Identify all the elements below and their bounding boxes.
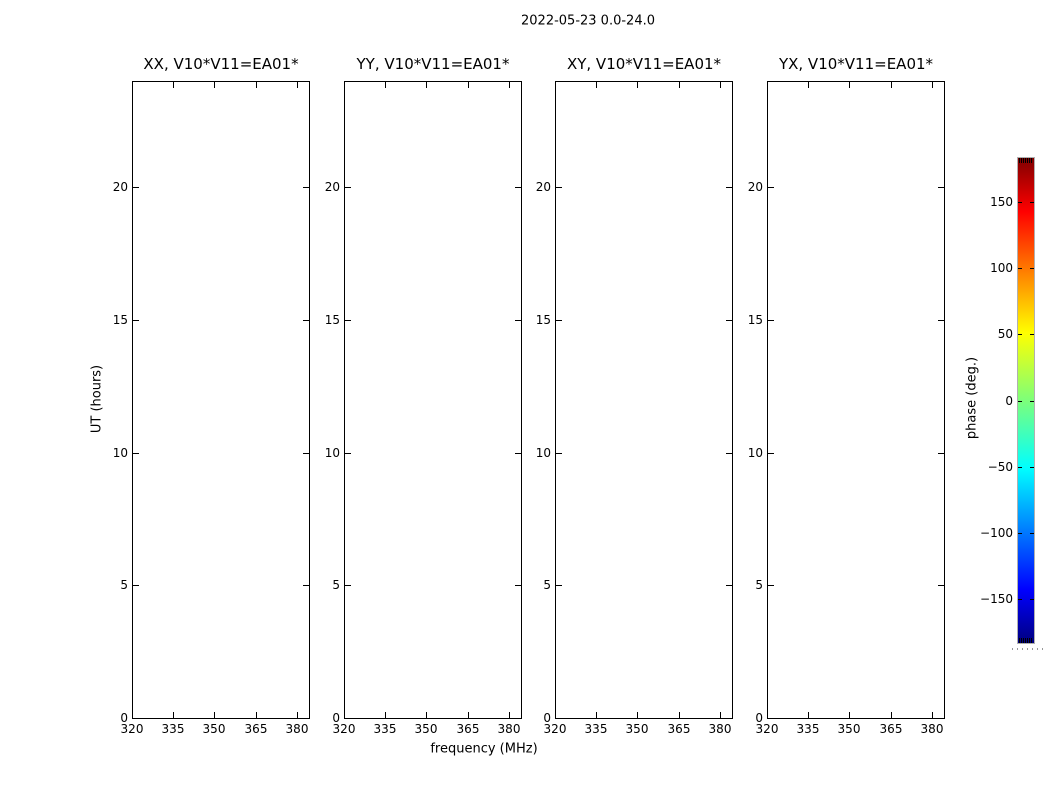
x-tick-label: 365 xyxy=(244,722,268,736)
x-tick xyxy=(426,712,427,718)
colorbar-minor-tick xyxy=(1029,638,1030,643)
x-tick-label: 335 xyxy=(796,722,820,736)
y-tick xyxy=(768,320,774,321)
colorbar-minor-tick xyxy=(1031,158,1032,163)
y-tick-label: 0 xyxy=(755,711,763,725)
colorbar-tick xyxy=(1030,467,1034,468)
x-tick xyxy=(932,712,933,718)
y-tick xyxy=(556,585,562,586)
x-tick xyxy=(214,82,215,88)
x-tick-label: 380 xyxy=(920,722,944,736)
colorbar-minor-tick xyxy=(1021,158,1022,163)
x-tick-label: 335 xyxy=(584,722,608,736)
x-tick-label: 365 xyxy=(456,722,480,736)
colorbar-tick xyxy=(1030,401,1034,402)
y-tick xyxy=(345,585,351,586)
y-tick xyxy=(133,187,139,188)
x-tick xyxy=(891,82,892,88)
x-tick xyxy=(385,712,386,718)
x-tick-label: 350 xyxy=(625,722,649,736)
colorbar-tick xyxy=(1018,599,1022,600)
x-tick xyxy=(214,712,215,718)
colorbar-tick xyxy=(1018,202,1022,203)
colorbar-minor-tick xyxy=(1027,158,1028,163)
x-tick xyxy=(132,712,133,718)
y-tick-label: 15 xyxy=(112,313,128,327)
colorbar-label: phase (deg.) xyxy=(964,356,980,440)
y-tick xyxy=(938,585,944,586)
colorbar-minor-tick xyxy=(1025,158,1026,163)
y-tick-label: 0 xyxy=(120,711,128,725)
y-tick-label: 0 xyxy=(543,711,551,725)
x-tick-label: 380 xyxy=(497,722,521,736)
x-tick-label: 350 xyxy=(837,722,861,736)
x-tick-label: 380 xyxy=(708,722,732,736)
y-tick xyxy=(133,320,139,321)
x-tick xyxy=(637,82,638,88)
x-tick xyxy=(509,82,510,88)
colorbar-tick-label: 100 xyxy=(990,261,1013,275)
y-tick xyxy=(938,320,944,321)
x-tick xyxy=(173,712,174,718)
x-tick xyxy=(256,712,257,718)
colorbar-tick-label: −150 xyxy=(980,592,1013,606)
x-tick xyxy=(555,82,556,88)
x-axis-label: frequency (MHz) xyxy=(430,741,538,757)
x-tick-label: 320 xyxy=(120,722,144,736)
y-tick xyxy=(938,453,944,454)
y-tick xyxy=(556,320,562,321)
x-tick xyxy=(468,712,469,718)
x-tick xyxy=(385,82,386,88)
x-tick-label: 365 xyxy=(879,722,903,736)
subplot-yx xyxy=(747,0,945,800)
y-tick xyxy=(345,320,351,321)
y-tick xyxy=(938,187,944,188)
y-tick xyxy=(768,453,774,454)
colorbar-minor-tick xyxy=(1023,158,1024,163)
colorbar-tick xyxy=(1030,533,1034,534)
x-tick xyxy=(344,82,345,88)
colorbar-minor-tick xyxy=(1023,638,1024,643)
colorbar-tick xyxy=(1030,599,1034,600)
x-tick-label: 380 xyxy=(285,722,309,736)
y-tick-label: 5 xyxy=(332,578,340,592)
y-tick xyxy=(556,453,562,454)
colorbar-tick xyxy=(1018,401,1022,402)
colorbar-tick-label: 50 xyxy=(997,327,1013,341)
plot-frame xyxy=(555,81,733,719)
y-tick-label: 5 xyxy=(755,578,763,592)
y-tick xyxy=(768,585,774,586)
colorbar-tick-label: 150 xyxy=(990,195,1013,209)
colorbar-tick xyxy=(1018,268,1022,269)
subplot-xx xyxy=(112,0,310,800)
colorbar-tick-label: 0 xyxy=(1005,394,1013,408)
y-tick xyxy=(556,187,562,188)
plot-frame xyxy=(132,81,310,719)
subplot-title: XY, V10*V11=EA01* xyxy=(566,55,722,73)
colorbar-tick xyxy=(1018,467,1022,468)
x-tick xyxy=(637,712,638,718)
x-tick xyxy=(849,712,850,718)
colorbar-tick-label: −100 xyxy=(980,526,1013,540)
x-tick xyxy=(808,82,809,88)
x-tick xyxy=(344,712,345,718)
y-tick-label: 5 xyxy=(120,578,128,592)
colorbar-tick-label: −50 xyxy=(987,460,1013,474)
colorbar-minor-tick xyxy=(1021,638,1022,643)
y-tick-label: 5 xyxy=(543,578,551,592)
y-axis-label: UT (hours) xyxy=(89,364,105,434)
plot-frame xyxy=(767,81,945,719)
y-tick-label: 10 xyxy=(324,446,340,460)
x-tick xyxy=(297,82,298,88)
colorbar-tick xyxy=(1030,202,1034,203)
subplot-yy xyxy=(324,0,522,800)
colorbar-tick xyxy=(1018,533,1022,534)
x-tick xyxy=(297,712,298,718)
colorbar-tick xyxy=(1018,334,1022,335)
subplot-title: YY, V10*V11=EA01* xyxy=(356,55,510,73)
colorbar-minor-tick xyxy=(1031,638,1032,643)
x-tick-label: 335 xyxy=(161,722,185,736)
x-tick xyxy=(849,82,850,88)
x-tick xyxy=(767,712,768,718)
colorbar-minor-tick xyxy=(1019,158,1020,163)
y-tick-label: 15 xyxy=(747,313,763,327)
y-tick-label: 20 xyxy=(747,180,763,194)
y-tick-label: 10 xyxy=(747,446,763,460)
colorbar-minor-tick xyxy=(1019,638,1020,643)
x-tick-label: 350 xyxy=(414,722,438,736)
x-tick xyxy=(132,82,133,88)
y-tick-label: 20 xyxy=(535,180,551,194)
x-tick xyxy=(173,82,174,88)
y-tick xyxy=(345,187,351,188)
x-tick-label: 320 xyxy=(755,722,779,736)
x-tick xyxy=(468,82,469,88)
x-tick-label: 320 xyxy=(543,722,567,736)
colorbar-minor-tick xyxy=(1025,638,1026,643)
x-tick xyxy=(426,82,427,88)
y-tick-label: 10 xyxy=(112,446,128,460)
y-tick-label: 15 xyxy=(324,313,340,327)
x-tick xyxy=(509,712,510,718)
y-tick xyxy=(133,585,139,586)
subplot-xy xyxy=(535,0,733,800)
x-tick xyxy=(720,82,721,88)
y-tick xyxy=(768,187,774,188)
x-tick xyxy=(596,82,597,88)
x-tick xyxy=(596,712,597,718)
x-tick-label: 365 xyxy=(667,722,691,736)
colorbar-tick xyxy=(1030,334,1034,335)
y-tick-label: 20 xyxy=(112,180,128,194)
x-tick xyxy=(679,82,680,88)
y-tick xyxy=(345,453,351,454)
figure-title: 2022-05-23 0.0-24.0 xyxy=(521,13,655,29)
x-tick xyxy=(256,82,257,88)
x-tick xyxy=(555,712,556,718)
plot-frame xyxy=(344,81,522,719)
x-tick-label: 320 xyxy=(332,722,356,736)
colorbar-minor-tick xyxy=(1029,158,1030,163)
subplot-title: XX, V10*V11=EA01* xyxy=(143,55,299,73)
y-tick-label: 15 xyxy=(535,313,551,327)
y-tick xyxy=(133,453,139,454)
x-tick-label: 350 xyxy=(202,722,226,736)
x-tick xyxy=(932,82,933,88)
x-tick xyxy=(720,712,721,718)
x-tick-label: 335 xyxy=(373,722,397,736)
y-tick-label: 20 xyxy=(324,180,340,194)
x-tick xyxy=(891,712,892,718)
x-tick xyxy=(808,712,809,718)
y-tick-label: 0 xyxy=(332,711,340,725)
colorbar-dotted-line xyxy=(1012,648,1046,650)
x-tick xyxy=(767,82,768,88)
colorbar-tick xyxy=(1030,268,1034,269)
colorbar-minor-tick xyxy=(1027,638,1028,643)
y-tick-label: 10 xyxy=(535,446,551,460)
subplot-title: YX, V10*V11=EA01* xyxy=(778,55,934,73)
x-tick xyxy=(679,712,680,718)
